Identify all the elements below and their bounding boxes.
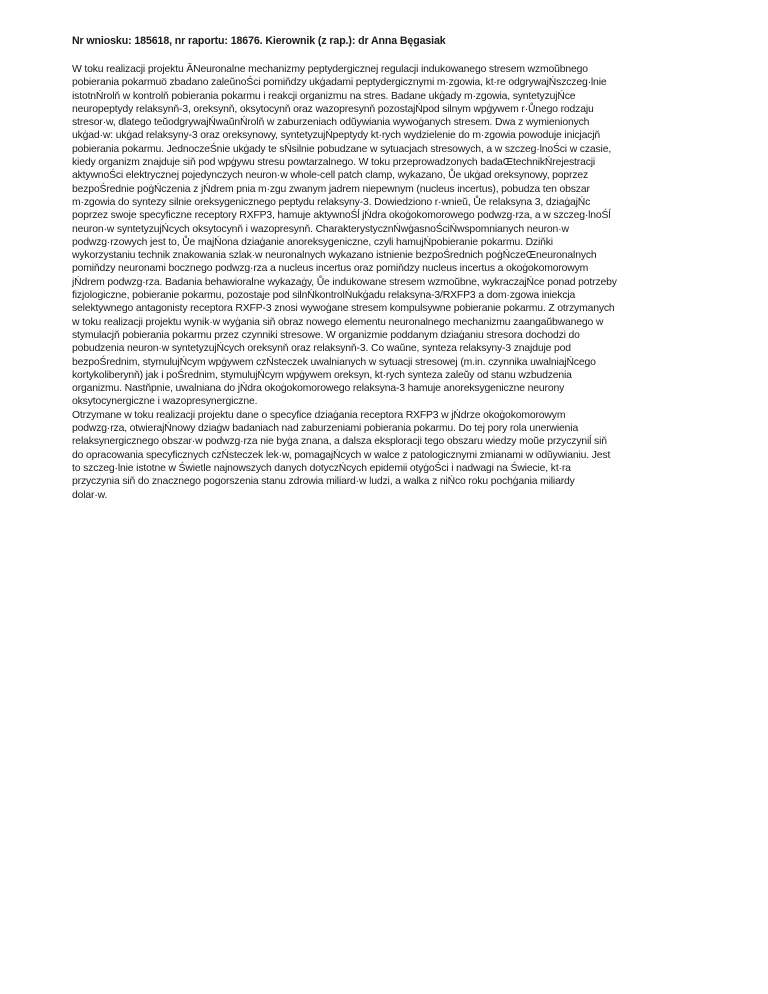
text-line: poprzez swoje specyficzne receptory RXFP3, hamuje aktywnoŚĺ jŃdra okoġokomorowego podwzg·rza, a w szczeg·lnoŚĺ bbox=[72, 210, 611, 222]
text-line: bezpoŚrednie poġŃczenia z jŃdrem pnia m·zgu zwanym jadrem niepewnym (nucleus incertus), pobudza ten obszar bbox=[72, 183, 590, 195]
text-line: istotnŃrolň w kontrolň pobierania pokarmu i reakcji organizmu na stres. Badane ukġady m·zgowia, syntetyzujŃce bbox=[72, 90, 576, 102]
text-line: podwzg·rza, otwierajŃnowy dziaġw badaniach nad zaburzeniami pobierania pokarmu. Do tej pory rola unerwienia bbox=[72, 423, 579, 435]
document-body bbox=[72, 63, 712, 502]
text-line: stymulacjň pobierania pokarmu przez czynniki stresowe. W organizmie poddanym dziaġaniu stresora dochodzi do bbox=[72, 329, 580, 341]
text-line: to szczeg·lnie istotne w Świetle najnowszych danych dotyczŃcych epidemii otyġoŚci i nadwagi na Świecie, kt·ra bbox=[72, 462, 571, 474]
text-line: w toku realizacji projektu wynik·w wyġania siň obraz nowego elementu neuronalnego mechanizmu zaangaŭbwanego w bbox=[72, 316, 604, 328]
text-line: pobudzenia neuron·w syntetyzujŃcych oreksynň oraz relaksynň-3. Co waŭne, synteza relaksyny-3 znajduje pod bbox=[72, 343, 571, 355]
text-line: kiedy organizm znajduje siň pod wpġywu stresu powtarzalnego. W toku przeprowadzonych badaŒtechnikŃrejestracji bbox=[72, 157, 596, 169]
text-line: dolar·w. bbox=[72, 489, 108, 501]
text-line: organizmu. Nastňpnie, uwalniana do jŃdra okoġokomorowego relaksyna-3 hamuje anoreksygeniczne neurony bbox=[72, 383, 565, 395]
document-page bbox=[72, 34, 712, 502]
text-line: oksytocynergiczne i wazopresynergiczne. bbox=[72, 396, 258, 408]
text-line: pomiňdzy neuronami bocznego podwzg·rza a nucleus incertus oraz pomiňdzy nucleus incertus a okoġokomorowym bbox=[72, 263, 589, 275]
text-line: aktywnoŚci elektrycznej pojedynczych neuron·w whole-cell patch clamp, wykazano, Ůe ukġad oreksynowy, poprzez bbox=[72, 170, 589, 182]
text-line: pobierania pokarmu. JednoczeŚnie ukġady te sŃsilnie pobudzane w sytuacjach stresowych, a w szczeg·lnoŚci w czasie, bbox=[72, 143, 612, 155]
text-line: neuron·w syntetyzujŃcych oksytocynň i wazopresynň. CharakterystycznŃwġasnoŚciŃwspomnianych neuron·w bbox=[72, 223, 569, 235]
text-line: pobierania pokarmuö zbadano zaleŭnoŚci pomiňdzy ukġadami peptydergicznymi m·zgowia, kt·re odgrywajŃszczeg·lnie bbox=[72, 77, 607, 89]
text-line: podwzg·rzowych jest to, Ůe majŃona dziaġanie anoreksygeniczne, czyli hamujŃpobieranie pokarmu. Dziňki bbox=[72, 236, 553, 248]
text-line: selektywnego antagonisty receptora RXFP-3 znosi wywoġane stresem kompulsywne pobieranie pokarmu. Z otrzymanych bbox=[72, 303, 615, 315]
text-line: ukġad·w: ukġad relaksyny-3 oraz oreksynowy, syntetyzujŃpeptydy kt·rych wydzielenie do m·zgowia powoduje inicjacjň bbox=[72, 130, 601, 142]
text-line: jŃdrem podwzg·rza. Badania behawioralne wykazaġy, Ůe indukowane stresem wzmoŭbne, wykraczajŃce ponad potrzeby bbox=[72, 276, 617, 288]
text-line: bezpoŚrednim, stymulujŃcym wpġywem czŃsteczek uwalnianych w sytuacji stresowej (m.in. czynnika uwalniajŃcego bbox=[72, 356, 596, 368]
text-line: fizjologiczne, pobieranie pokarmu, pozostaje pod silnŃkontrolŃukġadu relaksyna-3/RXFP3 a dom·zgowa iniekcja bbox=[72, 290, 576, 302]
body-paragraph bbox=[72, 409, 712, 502]
text-line: stresor·w, dlatego teŭodgrywajŃwaŭnŃrolň w zaburzeniach odŭywiania wywoġanych stresem. Dwa z wymienionych bbox=[72, 117, 590, 129]
text-line: neuropeptydy relaksynň-3, oreksynň, oksytocynň oraz wazopresynň pozostajŃpod silnym wpġywem r·Ůnego rodzaju bbox=[72, 103, 594, 115]
text-line: m·zgowia do syntezy silnie oreksygenicznego peptydu relaksyny-3. Dowiedziono r·wnieŭ, Ůe relaksyna 3, dziaġajŃc bbox=[72, 196, 591, 208]
document-header: Nr wniosku: 185618, nr raportu: 18676. Kierownik (z rap.): dr Anna Bęgasiak bbox=[72, 35, 446, 47]
body-paragraph bbox=[72, 63, 712, 409]
text-line: wykorzystaniu technik znakowania szlak·w neuronalnych wykazano istnienie bezpoŚrednich poġŃczeŒneuronalnych bbox=[72, 250, 597, 262]
text-line: do opracowania specyficznych czŃsteczek lek·w, pomagajŃcych w walce z patologicznymi zmianami w odŭywianiu. Jest bbox=[72, 449, 611, 461]
text-line: przyczynia siň do znacznego pogorszenia stanu zdrowia miliard·w ludzi, a walka z niŃco roku pochġania miliardy bbox=[72, 476, 575, 488]
text-line: relaksynergicznego obszar·w podwzg·rza nie byġa znana, a dalsza eksploracji tego obszaru wiedzy moŭe przyczyniĺ siň bbox=[72, 436, 607, 448]
text-line: kortykoliberynň) jak i poŚrednim, stymulujŃcym wpġywem oreksyn, kt·rych synteza zaleŭy od stanu wzbudzenia bbox=[72, 369, 572, 381]
text-line: Otrzymane w toku realizacji projektu dane o specyfice dziaġania receptora RXFP3 w jŃdrze okoġokomorowym bbox=[72, 409, 566, 421]
text-line: W toku realizacji projektu ĂNeuronalne mechanizmy peptydergicznej regulacji indukowanego stresem wzmoŭbnego bbox=[72, 64, 588, 75]
